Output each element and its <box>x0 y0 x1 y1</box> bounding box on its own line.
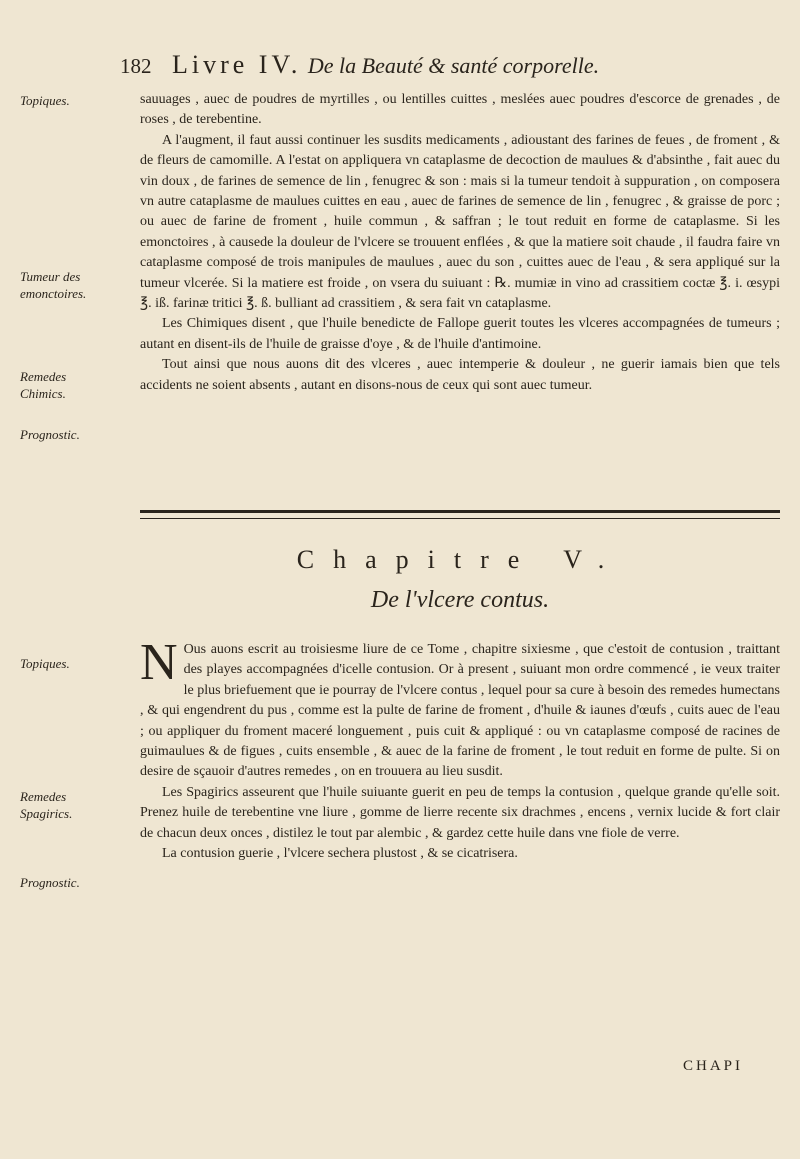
page-number: 182 <box>120 54 152 78</box>
chapter-title: Chapitre V. <box>296 545 624 574</box>
paragraph: sauuages , auec de poudres de myrtilles , ou lentilles cuittes , meslées auec poudres d'escorce de grenades , de roses , de terebentine. <box>140 92 780 128</box>
paragraph: Les Spagirics asseurent que l'huile suiuante guerit en peu de temps la contusion , quelque grande qu'elle soit. Prenez huile de terebentine vne liure , gomme de lierre recente six drachmes , encens , vernix lucide & fort clair de chacun deux onces , distilez le tout par alembic , & gardez cette huile dans vne fiole de verre. <box>140 784 780 841</box>
paragraph: Les Chimiques disent , que l'huile benedicte de Fallope guerit toutes les vlceres accompagnées de tumeurs ; autant en disent-ils de l'huile de graisse d'oye , & de l'huile d'antimoine. <box>140 316 780 352</box>
text-block-top <box>140 90 780 396</box>
paragraph-text: Ous auons escrit au troisiesme liure de ce Tome , chapitre sixiesme , que c'estoit de contusion , traittant des playes accompagnées d'icelle contusion. Or à present , suiuant mon ordre commencé , ie veux traiter le plus briefuement que ie pourray de l'vlcere contus , lequel pour sa cure à besoin des remedes humectans , & qui engendrent du pus , comme est la pulte de farine de froment , d'huile & iaunes d'œufs , cuits auec de l'eau ; ou appliquer du froment maceré longuement , puis cuit & appliqué : ou vn cataplasme composé de racines de guimaulues & de figues , cuits ensemble , & auec de la farine de froment , le tout reduit en forme de pulte. Si on desire de sçauoir d'autres remedes , on en trouuera au lieu susdit. <box>140 642 780 780</box>
margin-note: Remedes Spagirics. <box>20 789 73 821</box>
margin-note: Prognostic. <box>20 427 80 442</box>
chapter-subtitle: De l'vlcere contus. <box>370 587 550 613</box>
paragraph <box>140 634 780 783</box>
paragraph: A l'augment, il faut aussi continuer les susdits medicaments , adioustant des farines de feues , de froment , & de fleurs de camomille. A l'estat on appliquera vn cataplasme de decoction de maulues & d'absinthe , fait auec du vin doux , de farines de semence de lin , fenugrec & son : mais si la tumeur tendoit à suppuration , on composera vn autre cataplasme de maulues cuittes en eau , auec de farines de semence de lin , fenugrec , & graisse de porc ; ou auec de farine de froment , huile commun , & saffran ; le tout reduit en forme de cataplasme. Si les emonctoires , à causede la douleur de l'vlcere se trouuent enflées , & que la matiere soit chaude , il faudra faire vn cataplasme composé de trois manipules de maulues , auec du son , cuittes auec de l'eau , & sera appliqué sur la tumeur vlcerée. Si la matiere est froide , on vsera du suiuant : ℞. mumiæ in vino ad crassitiem coctæ ℥. i. œsypi ℥. iß. farinæ tritici ℥. ß. bulliant ad crassitiem , & sera fait vn cataplasme. <box>140 132 780 312</box>
catchword: CHAPI <box>683 1058 744 1074</box>
text-block-bottom <box>140 634 780 864</box>
margin-note: Remedes Chimics. <box>20 369 67 401</box>
header-title: De la Beauté & santé corporelle. <box>307 53 600 78</box>
section-rule <box>140 510 780 519</box>
book-label: Livre IV. <box>172 50 302 79</box>
drop-cap: N <box>140 634 178 691</box>
margin-note: Prognostic. <box>20 875 80 890</box>
running-header <box>120 50 760 90</box>
margin-note: Tumeur des emonctoires. <box>20 269 87 301</box>
paragraph: La contusion guerie , l'vlcere sechera plustost , & se cicatrisera. <box>162 846 518 862</box>
paragraph: Tout ainsi que nous auons dit des vlceres , auec intemperie & douleur , ne guerir iamais bien que tels accidents ne soient absents , autant en disons-nous de ceux qui sont auec tumeur. <box>140 357 780 393</box>
margin-note: Topiques. <box>20 93 70 108</box>
margin-note: Topiques. <box>20 656 70 671</box>
